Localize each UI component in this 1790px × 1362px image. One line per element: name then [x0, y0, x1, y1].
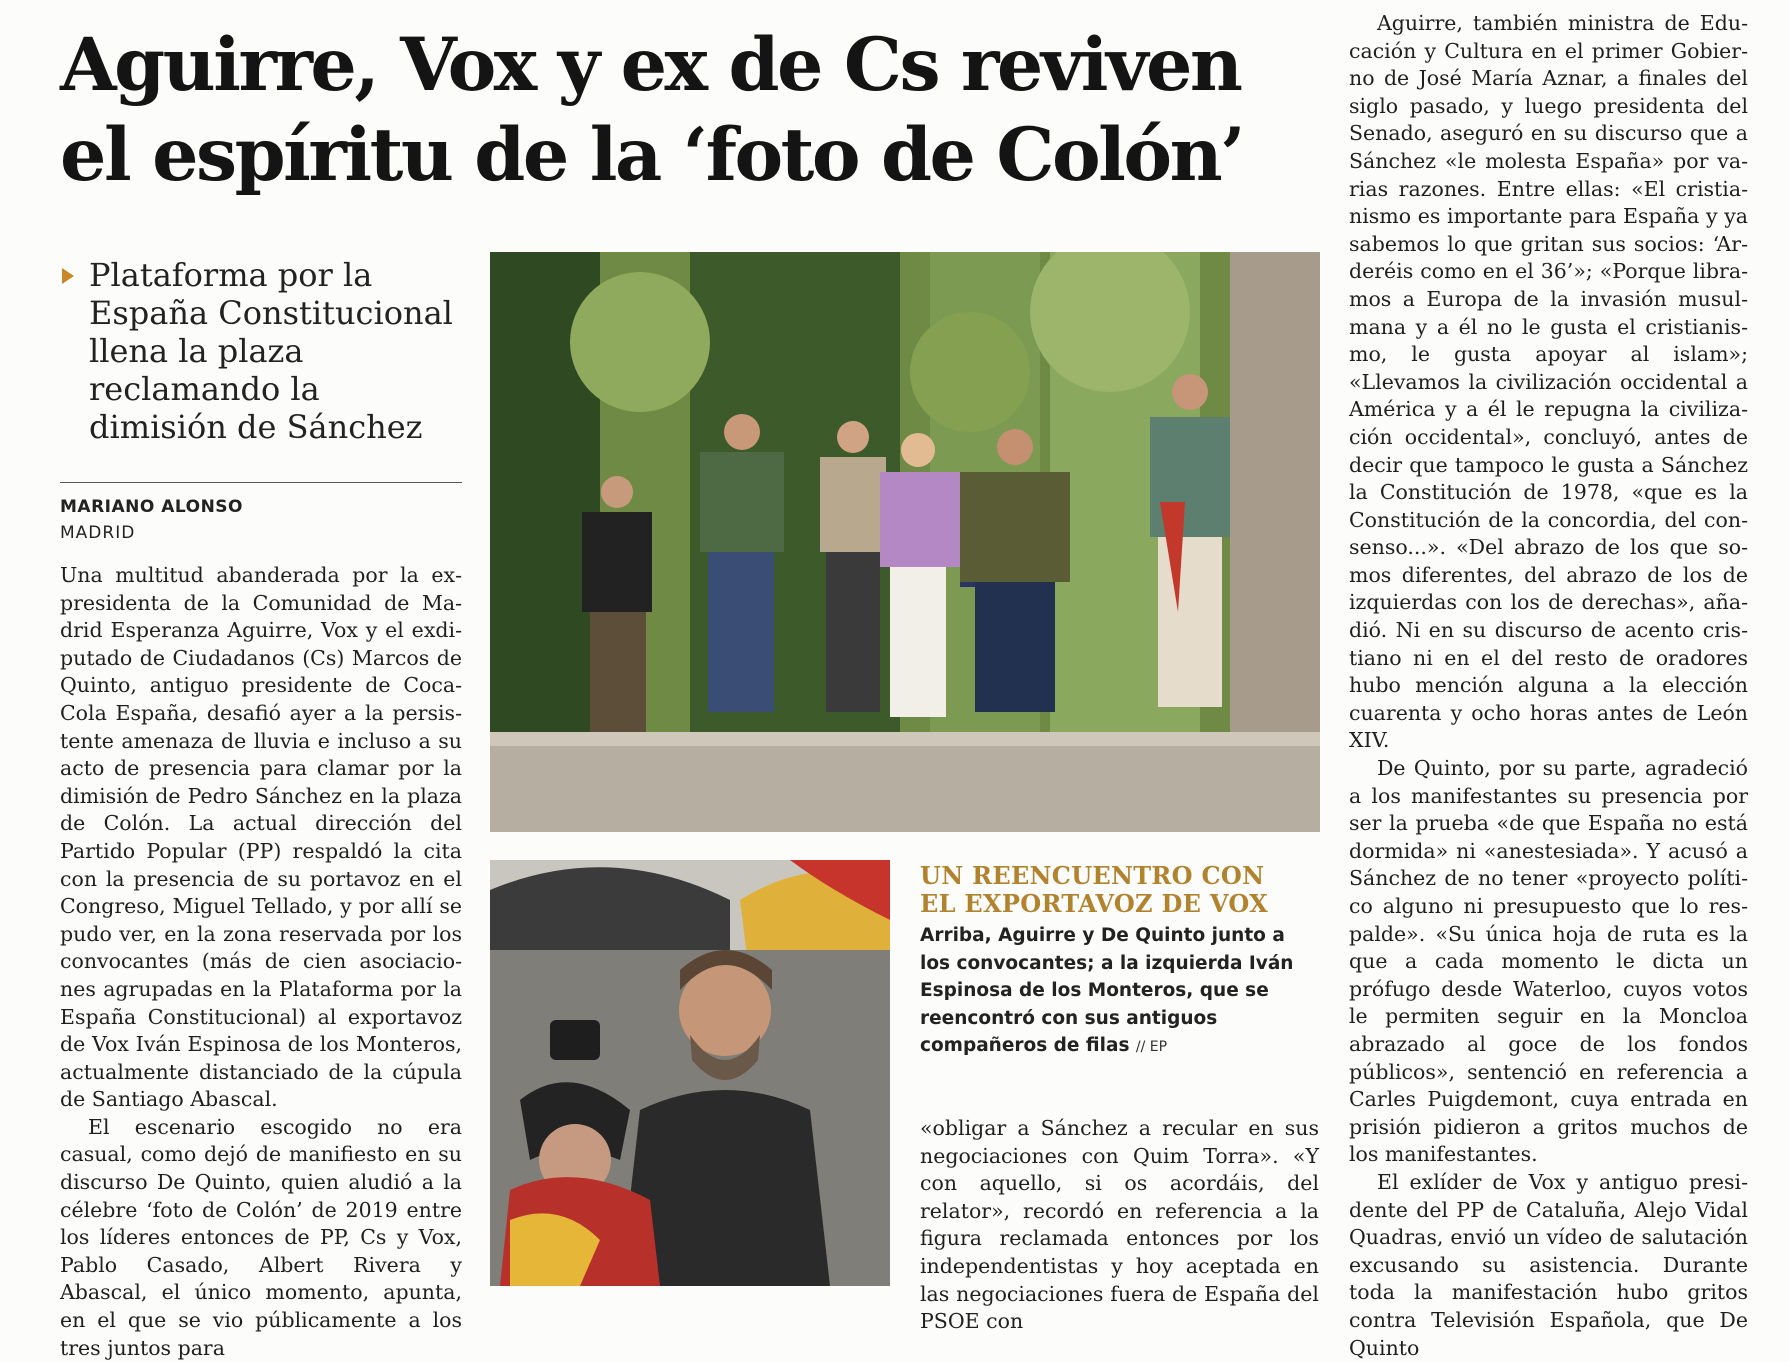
column-3-paragraph-3: El exlíder de Vox y antiguo presidente del PP de Cataluña, Alejo Vidal Quadras, envió un vídeo de salutación excusando su asistencia. Durante toda la manifestación hubo gritos contra Televisión Española, que De Quinto [1349, 1169, 1748, 1360]
photo-credit: // EP [1135, 1039, 1168, 1055]
headline [60, 20, 1340, 200]
column-2-paragraph-1: «obligar a Sánchez a recular en sus negociaciones con Quim Torra». «Y con aquello, si os acordáis, del relator», recordó en referencia a la figura reclamada entonces por los independentistas y hoy aceptada en las negociaciones fuera de España del PSOE con [920, 1116, 1319, 1334]
byline-place: MADRID [60, 523, 136, 543]
rally-stage-photo-illustration [490, 252, 1320, 832]
caption-title [920, 862, 1320, 918]
subhead [60, 256, 460, 446]
photo-caption [920, 922, 1320, 1062]
crowd-photo-illustration [490, 860, 890, 1286]
subhead-text: Plataforma por la España Constitucional llena la plaza reclamando la dimisión de Sánchez [89, 256, 453, 446]
triangle-bullet-icon [62, 268, 74, 284]
headline-line-1: Aguirre, Vox y ex de Cs reviven [60, 22, 1241, 108]
espinosa-de-los-monteros-photo [490, 860, 890, 1286]
byline [60, 494, 243, 546]
article-column-1 [60, 562, 462, 1362]
rally-stage-photo [490, 252, 1320, 832]
caption-title-line-1: UN REENCUENTRO CON [920, 861, 1265, 890]
column-1-paragraph-2: El escenario escogido no era casual, como dejó de manifiesto en su discurso De Quinto, quien aludió a la célebre ‘foto de Colón’ de 2019 entre los líderes entonces de PP, Cs y Vox, Pablo Casado, Albert Rivera y Abascal, el único momento, apunta, en el que se vio públicamente a los tres juntos para [60, 1114, 462, 1360]
column-3-paragraph-1: Aguirre, también ministra de Educación y Cultura en el primer Gobierno de José María Aznar, a finales del siglo pasado, y luego presidenta del Senado, aseguró en su discurso que a Sánchez «le molesta España» por varias razones. Entre ellas: «El cristianismo es importante para España y ya sabemos lo que gritan sus socios: ‘Arderéis como en el 36’»; «Porque libramos a Europa de la invasión musulmana y a él no le gusta el cristianismo, le gusta apoyar al islam»; «Llevamos la civilización occidental a América y a él le repugna la civilización occidental», concluyó, antes de decir que tampoco le gusta a Sánchez la Constitución de 1978, «que es la Constitución de la concordia, del consenso...». «Del abrazo de los que somos diferentes, del abrazo de los de izquierdas con los de derechas», añadió. Ni en su discurso de acento cristiano ni en el del resto de oradores hubo mención alguna a la elección cuarenta y ocho horas antes de León XIV. [1349, 11, 1748, 753]
article-column-3 [1349, 10, 1748, 1362]
byline-author: MARIANO ALONSO [60, 497, 244, 517]
caption-text: Arriba, Aguirre y De Quinto junto a los convocantes; a la izquierda Iván Espinosa de los Monteros, que se reencontró con sus antiguos compañeros de filas [920, 925, 1294, 1056]
article-column-2 [920, 1115, 1319, 1336]
headline-line-2: el espíritu de la ‘foto de Colón’ [60, 112, 1244, 198]
column-3-paragraph-2: De Quinto, por su parte, agradeció a los manifestantes su presencia por ser la prueba «de que España no está dormida» ni «anestesiada». Y acusó a Sánchez de no tener «proyecto político alguno ni presupuesto que lo respalde». «Su única hoja de ruta es la que a cada momento le dicta un prófugo desde Waterloo, cuyos votos le permiten seguir en la Moncloa abrazado al goce de los fondos públicos», sentenció en referencia a Carles Puigdemont, cuya entrada en prisión pidieron a gritos muchos de los manifestantes. [1349, 756, 1748, 1167]
byline-divider [60, 482, 462, 483]
column-1-paragraph-1: Una multitud abanderada por la expresidenta de la Comunidad de Madrid Esperanza Aguirre, Vox y el exdiputado de Ciudadanos (Cs) Marcos de Quinto, antiguo presidente de Coca-Cola España, desafió ayer a la persistente amenaza de lluvia e incluso a su acto de presencia para clamar por la dimisión de Pedro Sánchez en la plaza de Colón. La actual dirección del Partido Popular (PP) respaldó la cita con la presencia de su portavoz en el Congreso, Miguel Tellado, y por allí se pudo ver, en la zona reservada por los convocantes (más de cien asociaciones agrupadas en la Plataforma por la España Constitucional) al exportavoz de Vox Iván Espinosa de los Monteros, actualmente distanciado de la cúpula de Santiago Abascal. [60, 563, 462, 1112]
caption-title-line-2: EL EXPORTAVOZ DE VOX [920, 889, 1269, 918]
